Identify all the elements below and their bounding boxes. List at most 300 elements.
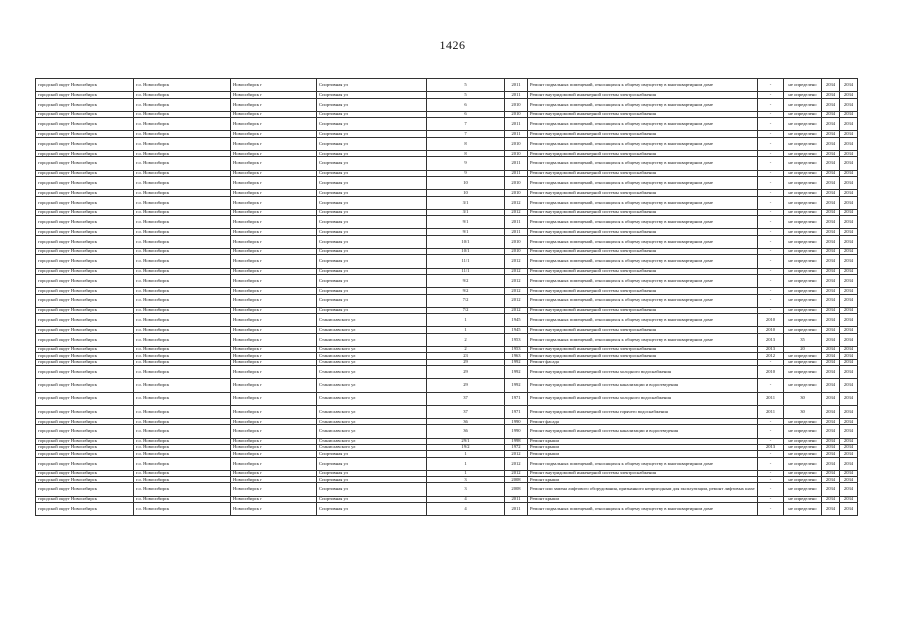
district-cell: г.о. Новосибирск	[134, 229, 231, 235]
street-cell: Спортивная ул	[317, 503, 427, 516]
last-repair-year-cell: -	[758, 92, 784, 98]
street-cell: Спортивная ул	[317, 288, 427, 294]
municipality-cell: городской округ Новосибирск	[36, 255, 134, 268]
last-repair-year-cell: -	[758, 98, 784, 111]
city-cell: Новосибирск г	[231, 379, 317, 392]
wear-cell: не определено	[784, 92, 822, 98]
city-cell: Новосибирск г	[231, 457, 317, 470]
city-cell: Новосибирск г	[231, 255, 317, 268]
city-cell: Новосибирск г	[231, 314, 317, 327]
table-row	[36, 118, 858, 131]
work-type-cell: Ремонт внутридомовой инженерной системы электроснабжения	[528, 111, 758, 117]
table-row	[36, 176, 858, 189]
last-repair-year-cell: -	[758, 438, 784, 444]
city-cell: Новосибирск г	[231, 79, 317, 92]
wear-cell: не определено	[784, 216, 822, 229]
work-type-cell: Ремонт крыши	[528, 496, 758, 502]
work-type-cell: Ремонт или замена лифтового оборудования, признанного непригодным для эксплуатации, ремонт лифтовых шахт	[528, 483, 758, 496]
last-repair-year-cell: -	[758, 216, 784, 229]
build-year-cell: 2012	[505, 470, 528, 476]
plan-start-cell: 2034	[822, 111, 840, 117]
wear-cell: не определено	[784, 274, 822, 287]
last-repair-year-cell: -	[758, 131, 784, 137]
street-cell: Спортивная ул	[317, 157, 427, 170]
district-cell: г.о. Новосибирск	[134, 444, 231, 450]
table-row	[36, 379, 858, 392]
last-repair-year-cell: -	[758, 307, 784, 313]
street-cell: Станиславского ул	[317, 379, 427, 392]
city-cell: Новосибирск г	[231, 216, 317, 229]
plan-end-cell: 2034	[840, 419, 858, 425]
city-cell: Новосибирск г	[231, 477, 317, 483]
build-year-cell: 2011	[505, 118, 528, 131]
municipality-cell: городской округ Новосибирск	[36, 405, 134, 418]
wear-cell: не определено	[784, 255, 822, 268]
plan-start-cell: 2034	[822, 288, 840, 294]
work-type-cell: Ремонт крыши	[528, 451, 758, 457]
municipality-cell: городской округ Новосибирск	[36, 157, 134, 170]
municipality-cell: городской округ Новосибирск	[36, 190, 134, 196]
last-repair-year-cell: -	[758, 255, 784, 268]
wear-cell: не определено	[784, 496, 822, 502]
work-type-cell: Ремонт крыши	[528, 444, 758, 450]
plan-end-cell: 2034	[840, 190, 858, 196]
city-cell: Новосибирск г	[231, 496, 317, 502]
municipality-cell: городской округ Новосибирск	[36, 496, 134, 502]
work-type-cell: Ремонт внутридомовой инженерной системы электроснабжения	[528, 288, 758, 294]
work-type-cell: Ремонт внутридомовой инженерной системы канализации и водоотведения	[528, 379, 758, 392]
wear-cell: не определено	[784, 314, 822, 327]
last-repair-year-cell: 2011	[758, 392, 784, 405]
street-cell: Спортивная ул	[317, 131, 427, 137]
work-type-cell: Ремонт внутридомовой инженерной системы электроснабжения	[528, 347, 758, 353]
plan-end-cell: 2034	[840, 333, 858, 346]
municipality-cell: городской округ Новосибирск	[36, 333, 134, 346]
plan-end-cell: 2034	[840, 98, 858, 111]
last-repair-year-cell: -	[758, 137, 784, 150]
work-type-cell: Ремонт крыши	[528, 438, 758, 444]
city-cell: Новосибирск г	[231, 347, 317, 353]
house-number-cell: 3	[427, 477, 505, 483]
work-type-cell: Ремонт внутридомовой инженерной системы электроснабжения	[528, 353, 758, 359]
plan-end-cell: 2034	[840, 137, 858, 150]
wear-cell: не определено	[784, 353, 822, 359]
work-type-cell: Ремонт внутридомовой инженерной системы электроснабжения	[528, 249, 758, 255]
work-type-cell: Ремонт подвальных помещений, относящихся к общему имуществу в многоквартирном доме	[528, 98, 758, 111]
work-type-cell: Ремонт подвальных помещений, относящихся к общему имуществу в многоквартирном доме	[528, 157, 758, 170]
district-cell: г.о. Новосибирск	[134, 79, 231, 92]
city-cell: Новосибирск г	[231, 333, 317, 346]
plan-start-cell: 2034	[822, 365, 840, 378]
city-cell: Новосибирск г	[231, 235, 317, 248]
district-cell: г.о. Новосибирск	[134, 365, 231, 378]
last-repair-year-cell: -	[758, 419, 784, 425]
build-year-cell: 1972	[505, 444, 528, 450]
city-cell: Новосибирск г	[231, 451, 317, 457]
work-type-cell: Ремонт внутридомовой инженерной системы электроснабжения	[528, 151, 758, 157]
street-cell: Спортивная ул	[317, 151, 427, 157]
last-repair-year-cell: -	[758, 118, 784, 131]
last-repair-year-cell: 2011	[758, 405, 784, 418]
plan-end-cell: 2034	[840, 347, 858, 353]
street-cell: Станиславского ул	[317, 353, 427, 359]
table-row	[36, 314, 858, 327]
work-type-cell: Ремонт подвальных помещений, относящихся к общему имуществу в многоквартирном доме	[528, 314, 758, 327]
last-repair-year-cell: -	[758, 425, 784, 438]
wear-cell: не определено	[784, 235, 822, 248]
street-cell: Станиславского ул	[317, 347, 427, 353]
municipality-cell: городской округ Новосибирск	[36, 483, 134, 496]
work-type-cell: Ремонт внутридомовой инженерной системы электроснабжения	[528, 190, 758, 196]
district-cell: г.о. Новосибирск	[134, 190, 231, 196]
municipality-cell: городской округ Новосибирск	[36, 419, 134, 425]
district-cell: г.о. Новосибирск	[134, 359, 231, 365]
street-cell: Спортивная ул	[317, 477, 427, 483]
wear-cell: 30	[784, 392, 822, 405]
district-cell: г.о. Новосибирск	[134, 425, 231, 438]
plan-end-cell: 2034	[840, 470, 858, 476]
last-repair-year-cell: -	[758, 477, 784, 483]
street-cell: Спортивная ул	[317, 229, 427, 235]
house-number-cell: 6	[427, 98, 505, 111]
district-cell: г.о. Новосибирск	[134, 392, 231, 405]
municipality-cell: городской округ Новосибирск	[36, 359, 134, 365]
district-cell: г.о. Новосибирск	[134, 503, 231, 516]
street-cell: Спортивная ул	[317, 98, 427, 111]
plan-start-cell: 2034	[822, 419, 840, 425]
city-cell: Новосибирск г	[231, 98, 317, 111]
district-cell: г.о. Новосибирск	[134, 477, 231, 483]
table-row	[36, 137, 858, 150]
build-year-cell: 2011	[505, 92, 528, 98]
plan-start-cell: 2034	[822, 503, 840, 516]
plan-start-cell: 2034	[822, 229, 840, 235]
plan-end-cell: 2034	[840, 496, 858, 502]
city-cell: Новосибирск г	[231, 118, 317, 131]
wear-cell: не определено	[784, 157, 822, 170]
municipality-cell: городской округ Новосибирск	[36, 137, 134, 150]
table-row	[36, 157, 858, 170]
municipality-cell: городской округ Новосибирск	[36, 170, 134, 176]
last-repair-year-cell: -	[758, 294, 784, 307]
city-cell: Новосибирск г	[231, 268, 317, 274]
house-number-cell: 9/2	[427, 288, 505, 294]
last-repair-year-cell: -	[758, 503, 784, 516]
municipality-cell: городской округ Новосибирск	[36, 229, 134, 235]
municipality-cell: городской округ Новосибирск	[36, 365, 134, 378]
house-number-cell: 23	[427, 353, 505, 359]
build-year-cell: 1971	[505, 405, 528, 418]
district-cell: г.о. Новосибирск	[134, 496, 231, 502]
last-repair-year-cell: -	[758, 235, 784, 248]
build-year-cell: 1971	[505, 392, 528, 405]
plan-end-cell: 2034	[840, 235, 858, 248]
work-type-cell: Ремонт фасада	[528, 419, 758, 425]
district-cell: г.о. Новосибирск	[134, 235, 231, 248]
work-type-cell: Ремонт подвальных помещений, относящихся к общему имуществу в многоквартирном доме	[528, 255, 758, 268]
last-repair-year-cell: -	[758, 451, 784, 457]
build-year-cell: 2011	[505, 79, 528, 92]
plan-end-cell: 2034	[840, 216, 858, 229]
municipality-cell: городской округ Новосибирск	[36, 274, 134, 287]
work-type-cell: Ремонт подвальных помещений, относящихся к общему имуществу в многоквартирном доме	[528, 137, 758, 150]
district-cell: г.о. Новосибирск	[134, 216, 231, 229]
last-repair-year-cell: -	[758, 111, 784, 117]
wear-cell: не определено	[784, 98, 822, 111]
table-row	[36, 98, 858, 111]
plan-end-cell: 2034	[840, 392, 858, 405]
plan-end-cell: 2034	[840, 379, 858, 392]
street-cell: Станиславского ул	[317, 314, 427, 327]
table-row	[36, 216, 858, 229]
municipality-cell: городской округ Новосибирск	[36, 438, 134, 444]
city-cell: Новосибирск г	[231, 359, 317, 365]
municipality-cell: городской округ Новосибирск	[36, 196, 134, 209]
district-cell: г.о. Новосибирск	[134, 288, 231, 294]
plan-start-cell: 2034	[822, 294, 840, 307]
table-row	[36, 274, 858, 287]
plan-start-cell: 2034	[822, 359, 840, 365]
house-number-cell: 29/1	[427, 438, 505, 444]
house-number-cell: 1	[427, 314, 505, 327]
street-cell: Станиславского ул	[317, 392, 427, 405]
district-cell: г.о. Новосибирск	[134, 131, 231, 137]
build-year-cell: 2012	[505, 457, 528, 470]
city-cell: Новосибирск г	[231, 151, 317, 157]
city-cell: Новосибирск г	[231, 483, 317, 496]
plan-start-cell: 2034	[822, 353, 840, 359]
plan-start-cell: 2034	[822, 92, 840, 98]
table-row	[36, 196, 858, 209]
district-cell: г.о. Новосибирск	[134, 347, 231, 353]
house-number-cell: 9	[427, 157, 505, 170]
district-cell: г.о. Новосибирск	[134, 98, 231, 111]
city-cell: Новосибирск г	[231, 470, 317, 476]
last-repair-year-cell: 2010	[758, 314, 784, 327]
district-cell: г.о. Новосибирск	[134, 353, 231, 359]
municipality-cell: городской округ Новосибирск	[36, 307, 134, 313]
city-cell: Новосибирск г	[231, 392, 317, 405]
work-type-cell: Ремонт подвальных помещений, относящихся к общему имуществу в многоквартирном доме	[528, 79, 758, 92]
house-number-cell: 1	[427, 327, 505, 333]
build-year-cell: 2012	[505, 268, 528, 274]
house-number-cell: 7/2	[427, 307, 505, 313]
city-cell: Новосибирск г	[231, 444, 317, 450]
plan-end-cell: 2034	[840, 444, 858, 450]
district-cell: г.о. Новосибирск	[134, 470, 231, 476]
wear-cell: не определено	[784, 288, 822, 294]
build-year-cell: 2011	[505, 229, 528, 235]
build-year-cell: 2011	[505, 503, 528, 516]
city-cell: Новосибирск г	[231, 176, 317, 189]
district-cell: г.о. Новосибирск	[134, 92, 231, 98]
last-repair-year-cell: -	[758, 470, 784, 476]
work-type-cell: Ремонт внутридомовой инженерной системы электроснабжения	[528, 327, 758, 333]
street-cell: Спортивная ул	[317, 111, 427, 117]
build-year-cell: 1992	[505, 359, 528, 365]
plan-end-cell: 2034	[840, 111, 858, 117]
last-repair-year-cell: -	[758, 196, 784, 209]
build-year-cell: 1990	[505, 425, 528, 438]
plan-start-cell: 2034	[822, 249, 840, 255]
build-year-cell: 1945	[505, 314, 528, 327]
table-row	[36, 79, 858, 92]
house-number-cell: 37	[427, 392, 505, 405]
municipality-cell: городской округ Новосибирск	[36, 118, 134, 131]
city-cell: Новосибирск г	[231, 131, 317, 137]
build-year-cell: 2012	[505, 307, 528, 313]
last-repair-year-cell: 2013	[758, 347, 784, 353]
plan-end-cell: 2034	[840, 477, 858, 483]
capital-repair-table	[35, 78, 858, 516]
table-body	[36, 79, 858, 516]
municipality-cell: городской округ Новосибирск	[36, 111, 134, 117]
house-number-cell: 29	[427, 359, 505, 365]
table-row	[36, 425, 858, 438]
street-cell: Спортивная ул	[317, 307, 427, 313]
plan-end-cell: 2034	[840, 438, 858, 444]
plan-end-cell: 2034	[840, 483, 858, 496]
street-cell: Станиславского ул	[317, 425, 427, 438]
work-type-cell: Ремонт фасада	[528, 359, 758, 365]
build-year-cell: 2010	[505, 151, 528, 157]
plan-start-cell: 2034	[822, 190, 840, 196]
wear-cell: 35	[784, 333, 822, 346]
build-year-cell: 2012	[505, 288, 528, 294]
district-cell: г.о. Новосибирск	[134, 118, 231, 131]
plan-start-cell: 2034	[822, 457, 840, 470]
plan-start-cell: 2034	[822, 392, 840, 405]
table-row	[36, 333, 858, 346]
city-cell: Новосибирск г	[231, 111, 317, 117]
district-cell: г.о. Новосибирск	[134, 451, 231, 457]
table-row	[36, 503, 858, 516]
plan-end-cell: 2034	[840, 288, 858, 294]
plan-start-cell: 2034	[822, 405, 840, 418]
city-cell: Новосибирск г	[231, 190, 317, 196]
table-row	[36, 365, 858, 378]
build-year-cell: 2012	[505, 209, 528, 215]
work-type-cell: Ремонт подвальных помещений, относящихся к общему имуществу в многоквартирном доме	[528, 274, 758, 287]
municipality-cell: городской округ Новосибирск	[36, 98, 134, 111]
municipality-cell: городской округ Новосибирск	[36, 268, 134, 274]
street-cell: Спортивная ул	[317, 274, 427, 287]
municipality-cell: городской округ Новосибирск	[36, 151, 134, 157]
wear-cell: не определено	[784, 365, 822, 378]
wear-cell: не определено	[784, 307, 822, 313]
plan-start-cell: 2034	[822, 314, 840, 327]
municipality-cell: городской округ Новосибирск	[36, 457, 134, 470]
municipality-cell: городской округ Новосибирск	[36, 131, 134, 137]
table-row	[36, 392, 858, 405]
municipality-cell: городской округ Новосибирск	[36, 288, 134, 294]
house-number-cell: 8	[427, 137, 505, 150]
plan-start-cell: 2034	[822, 98, 840, 111]
wear-cell: не определено	[784, 249, 822, 255]
municipality-cell: городской округ Новосибирск	[36, 294, 134, 307]
house-number-cell: 7	[427, 131, 505, 137]
city-cell: Новосибирск г	[231, 249, 317, 255]
wear-cell: не определено	[784, 196, 822, 209]
house-number-cell: 9/2	[427, 274, 505, 287]
wear-cell: 20	[784, 347, 822, 353]
house-number-cell: 5	[427, 92, 505, 98]
plan-end-cell: 2034	[840, 457, 858, 470]
build-year-cell: 2010	[505, 98, 528, 111]
plan-end-cell: 2034	[840, 151, 858, 157]
work-type-cell: Ремонт внутридомовой инженерной системы канализации и водоотведения	[528, 425, 758, 438]
street-cell: Спортивная ул	[317, 249, 427, 255]
municipality-cell: городской округ Новосибирск	[36, 444, 134, 450]
street-cell: Спортивная ул	[317, 137, 427, 150]
street-cell: Спортивная ул	[317, 118, 427, 131]
house-number-cell: 9/1	[427, 229, 505, 235]
build-year-cell: 2010	[505, 190, 528, 196]
district-cell: г.о. Новосибирск	[134, 137, 231, 150]
house-number-cell: 4	[427, 496, 505, 502]
street-cell: Спортивная ул	[317, 176, 427, 189]
build-year-cell: 2010	[505, 235, 528, 248]
plan-start-cell: 2034	[822, 470, 840, 476]
wear-cell: не определено	[784, 451, 822, 457]
last-repair-year-cell: -	[758, 157, 784, 170]
build-year-cell: 2010	[505, 249, 528, 255]
plan-start-cell: 2034	[822, 379, 840, 392]
last-repair-year-cell: -	[758, 176, 784, 189]
district-cell: г.о. Новосибирск	[134, 327, 231, 333]
house-number-cell: 2	[427, 347, 505, 353]
build-year-cell: 2012	[505, 274, 528, 287]
last-repair-year-cell: 2012	[758, 353, 784, 359]
street-cell: Станиславского ул	[317, 333, 427, 346]
district-cell: г.о. Новосибирск	[134, 176, 231, 189]
wear-cell: не определено	[784, 229, 822, 235]
work-type-cell: Ремонт подвальных помещений, относящихся к общему имуществу в многоквартирном доме	[528, 118, 758, 131]
plan-start-cell: 2034	[822, 438, 840, 444]
last-repair-year-cell: 2010	[758, 365, 784, 378]
district-cell: г.о. Новосибирск	[134, 419, 231, 425]
plan-end-cell: 2034	[840, 249, 858, 255]
plan-end-cell: 2034	[840, 274, 858, 287]
city-cell: Новосибирск г	[231, 229, 317, 235]
plan-start-cell: 2034	[822, 196, 840, 209]
house-number-cell: 29	[427, 365, 505, 378]
district-cell: г.о. Новосибирск	[134, 151, 231, 157]
plan-end-cell: 2034	[840, 353, 858, 359]
wear-cell: не определено	[784, 438, 822, 444]
house-number-cell: 2	[427, 333, 505, 346]
district-cell: г.о. Новосибирск	[134, 268, 231, 274]
house-number-cell: 7/2	[427, 294, 505, 307]
work-type-cell: Ремонт крыши	[528, 477, 758, 483]
last-repair-year-cell: -	[758, 170, 784, 176]
plan-end-cell: 2034	[840, 176, 858, 189]
house-number-cell: 37	[427, 405, 505, 418]
plan-start-cell: 2034	[822, 157, 840, 170]
district-cell: г.о. Новосибирск	[134, 379, 231, 392]
municipality-cell: городской округ Новосибирск	[36, 92, 134, 98]
plan-start-cell: 2034	[822, 268, 840, 274]
street-cell: Спортивная ул	[317, 294, 427, 307]
municipality-cell: городской округ Новосибирск	[36, 327, 134, 333]
work-type-cell: Ремонт внутридомовой инженерной системы электроснабжения	[528, 229, 758, 235]
municipality-cell: городской округ Новосибирск	[36, 353, 134, 359]
build-year-cell: 1992	[505, 379, 528, 392]
last-repair-year-cell: -	[758, 79, 784, 92]
district-cell: г.о. Новосибирск	[134, 111, 231, 117]
city-cell: Новосибирск г	[231, 157, 317, 170]
wear-cell: 30	[784, 405, 822, 418]
